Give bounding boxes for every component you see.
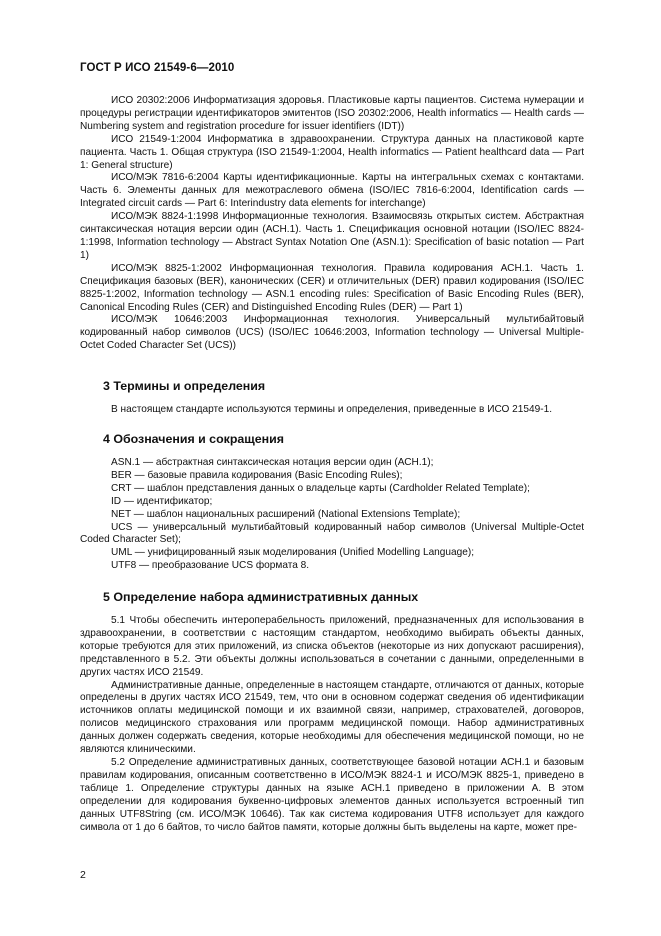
section-3-body: [80, 404, 584, 417]
reference-item: ИСО/МЭК 10646:2003 Информационная технология. Универсальный мультибайтовый кодированный набор символов (UCS) (ISO/IEC 10646:2003, Information technology — Universal Multiple-Octet Coded Character Set (UCS)): [80, 314, 584, 352]
section-5-paragraph: 5.1 Чтобы обеспечить интероперабельность приложений, предназначенных для использования в здравоохранении, в соответствии с настоящим стандартом, необходимо выбирать объекты данных, которые требуются для этих приложений, из списка объектов (некоторые из них допускают расширения), представленного в 5.2. Эти объекты должны использоваться в сочетании с данными, определенными в других частях ИСО 21549.: [80, 615, 584, 678]
abbreviation-item: ID — идентификатор;: [111, 495, 213, 507]
abbreviation-item: BER — базовые правила кодирования (Basic Encoding Rules);: [111, 469, 403, 481]
section-3-heading: 3 Термины и определения: [103, 379, 266, 393]
abbreviation-item: UCS — универсальный мультибайтовый кодированный набор символов (Universal Multiple-Octet Coded Character Set);: [80, 521, 584, 546]
section-5-paragraph: Административные данные, определенные в настоящем стандарте, отличаются от данных, которые определены в других частях ИСО 21549, тем, что они в основном содержат сведения об идентификации источников оплаты медицинской помощи и их взаимной связи, например, страхователей, договоров, полисов медицинского страхования или программ медицинской помощи. Набор административных данных должен содержать сведения, которые необходимы для обеспечения медицинской помощи, но не являются клиническими.: [80, 679, 584, 756]
abbreviation-item: NET — шаблон национальных расширений (National Extensions Template);: [111, 508, 461, 520]
reference-item: ИСО 21549-1:2004 Информатика в здравоохранении. Структура данных на пластиковой карте пациента. Часть 1. Общая структура (ISO 21549-1:2004, Health informatics — Patient healthcard data — Part 1: General structure): [80, 133, 584, 171]
reference-item: ИСО/МЭК 7816-6:2004 Карты идентификационные. Карты на интегральных схемах с контактами. Часть 6. Элементы данных для межотраслевого обмена (ISO/IEC 7816-6:2004, Identification cards — Integrated circuit cards — Part 6: Interindustry data elements for interchange): [80, 172, 584, 210]
page-header-standard-code: ГОСТ Р ИСО 21549-6—2010: [80, 62, 235, 74]
reference-item: ИСО/МЭК 8824-1:1998 Информационные технология. Взаимосвязь открытых систем. Абстрактная синтаксическая нотация версии один (АСН.1). Часть 1. Спецификация основной нотации (ISO/IEC 8824-1:1998, Information technology — Abstract Syntax Notation One (ASN.1): Specification of basic notation — Part 1): [80, 211, 584, 261]
page-number: 2: [80, 869, 86, 881]
section-5-heading: 5 Определение набора административных данных: [103, 590, 419, 604]
abbreviation-item: ASN.1 — абстрактная синтаксическая нотация версии один (АСН.1);: [111, 457, 434, 468]
abbreviation-item: CRT — шаблон представления данных о владельце карты (Cardholder Related Template);: [111, 482, 530, 494]
abbreviation-item: UML — унифицированный язык моделирования (Unified Modelling Language);: [111, 547, 475, 559]
normative-references-list: [80, 95, 584, 353]
section-3-text: В настоящем стандарте используются термины и определения, приведенные в ИСО 21549-1.: [111, 404, 553, 415]
section-4-heading: 4 Обозначения и сокращения: [103, 432, 284, 446]
section-5-paragraph: 5.2 Определение административных данных, соответствующее базовой нотации АСН.1 и базовым правилам кодирования, описанным соответственно в ИСО/МЭК 8824-1 и ИСО/МЭК 8825-1, приведено в таблице 1. Определение структуры данных на языке АСН.1 приведено в приложении А. В этом определении для кодирования буквенно-цифровых элементов данных используется встроенный тип данных UTF8String (см. ИСО/МЭК 10646). Так как система кодирования UTF8 использует для каждого символа от 1 до 6 байтов, то число байтов памяти, которые должны быть выделены на карте, может пре-: [80, 756, 584, 833]
section-5-body: [80, 615, 584, 834]
reference-item: ИСО/МЭК 8825-1:2002 Информационная технология. Правила кодирования АСН.1. Часть 1. Спецификация базовых (BER), канонических (CER) и отличительных (DER) правил кодирования (ISO/IEC 8825-1:2002, Information technology — ASN.1 encoding rules: Specification of Basic Encoding Rules (BER), Canonical Encoding Rules (CER) and Distinguished Encoding Rules (DER) — Part 1): [80, 262, 584, 313]
abbreviation-item: UTF8 — преобразование UCS формата 8.: [111, 560, 310, 572]
reference-item: ИСО 20302:2006 Информатизация здоровья. Пластиковые карты пациентов. Система нумерации и процедуры регистрации идентификаторов эмитентов (ISO 20302:2006, Health informatics — Health cards — Numbering system and registration procedure for issuer identifiers (IDT)): [80, 95, 584, 132]
abbreviations-list: [80, 457, 584, 573]
